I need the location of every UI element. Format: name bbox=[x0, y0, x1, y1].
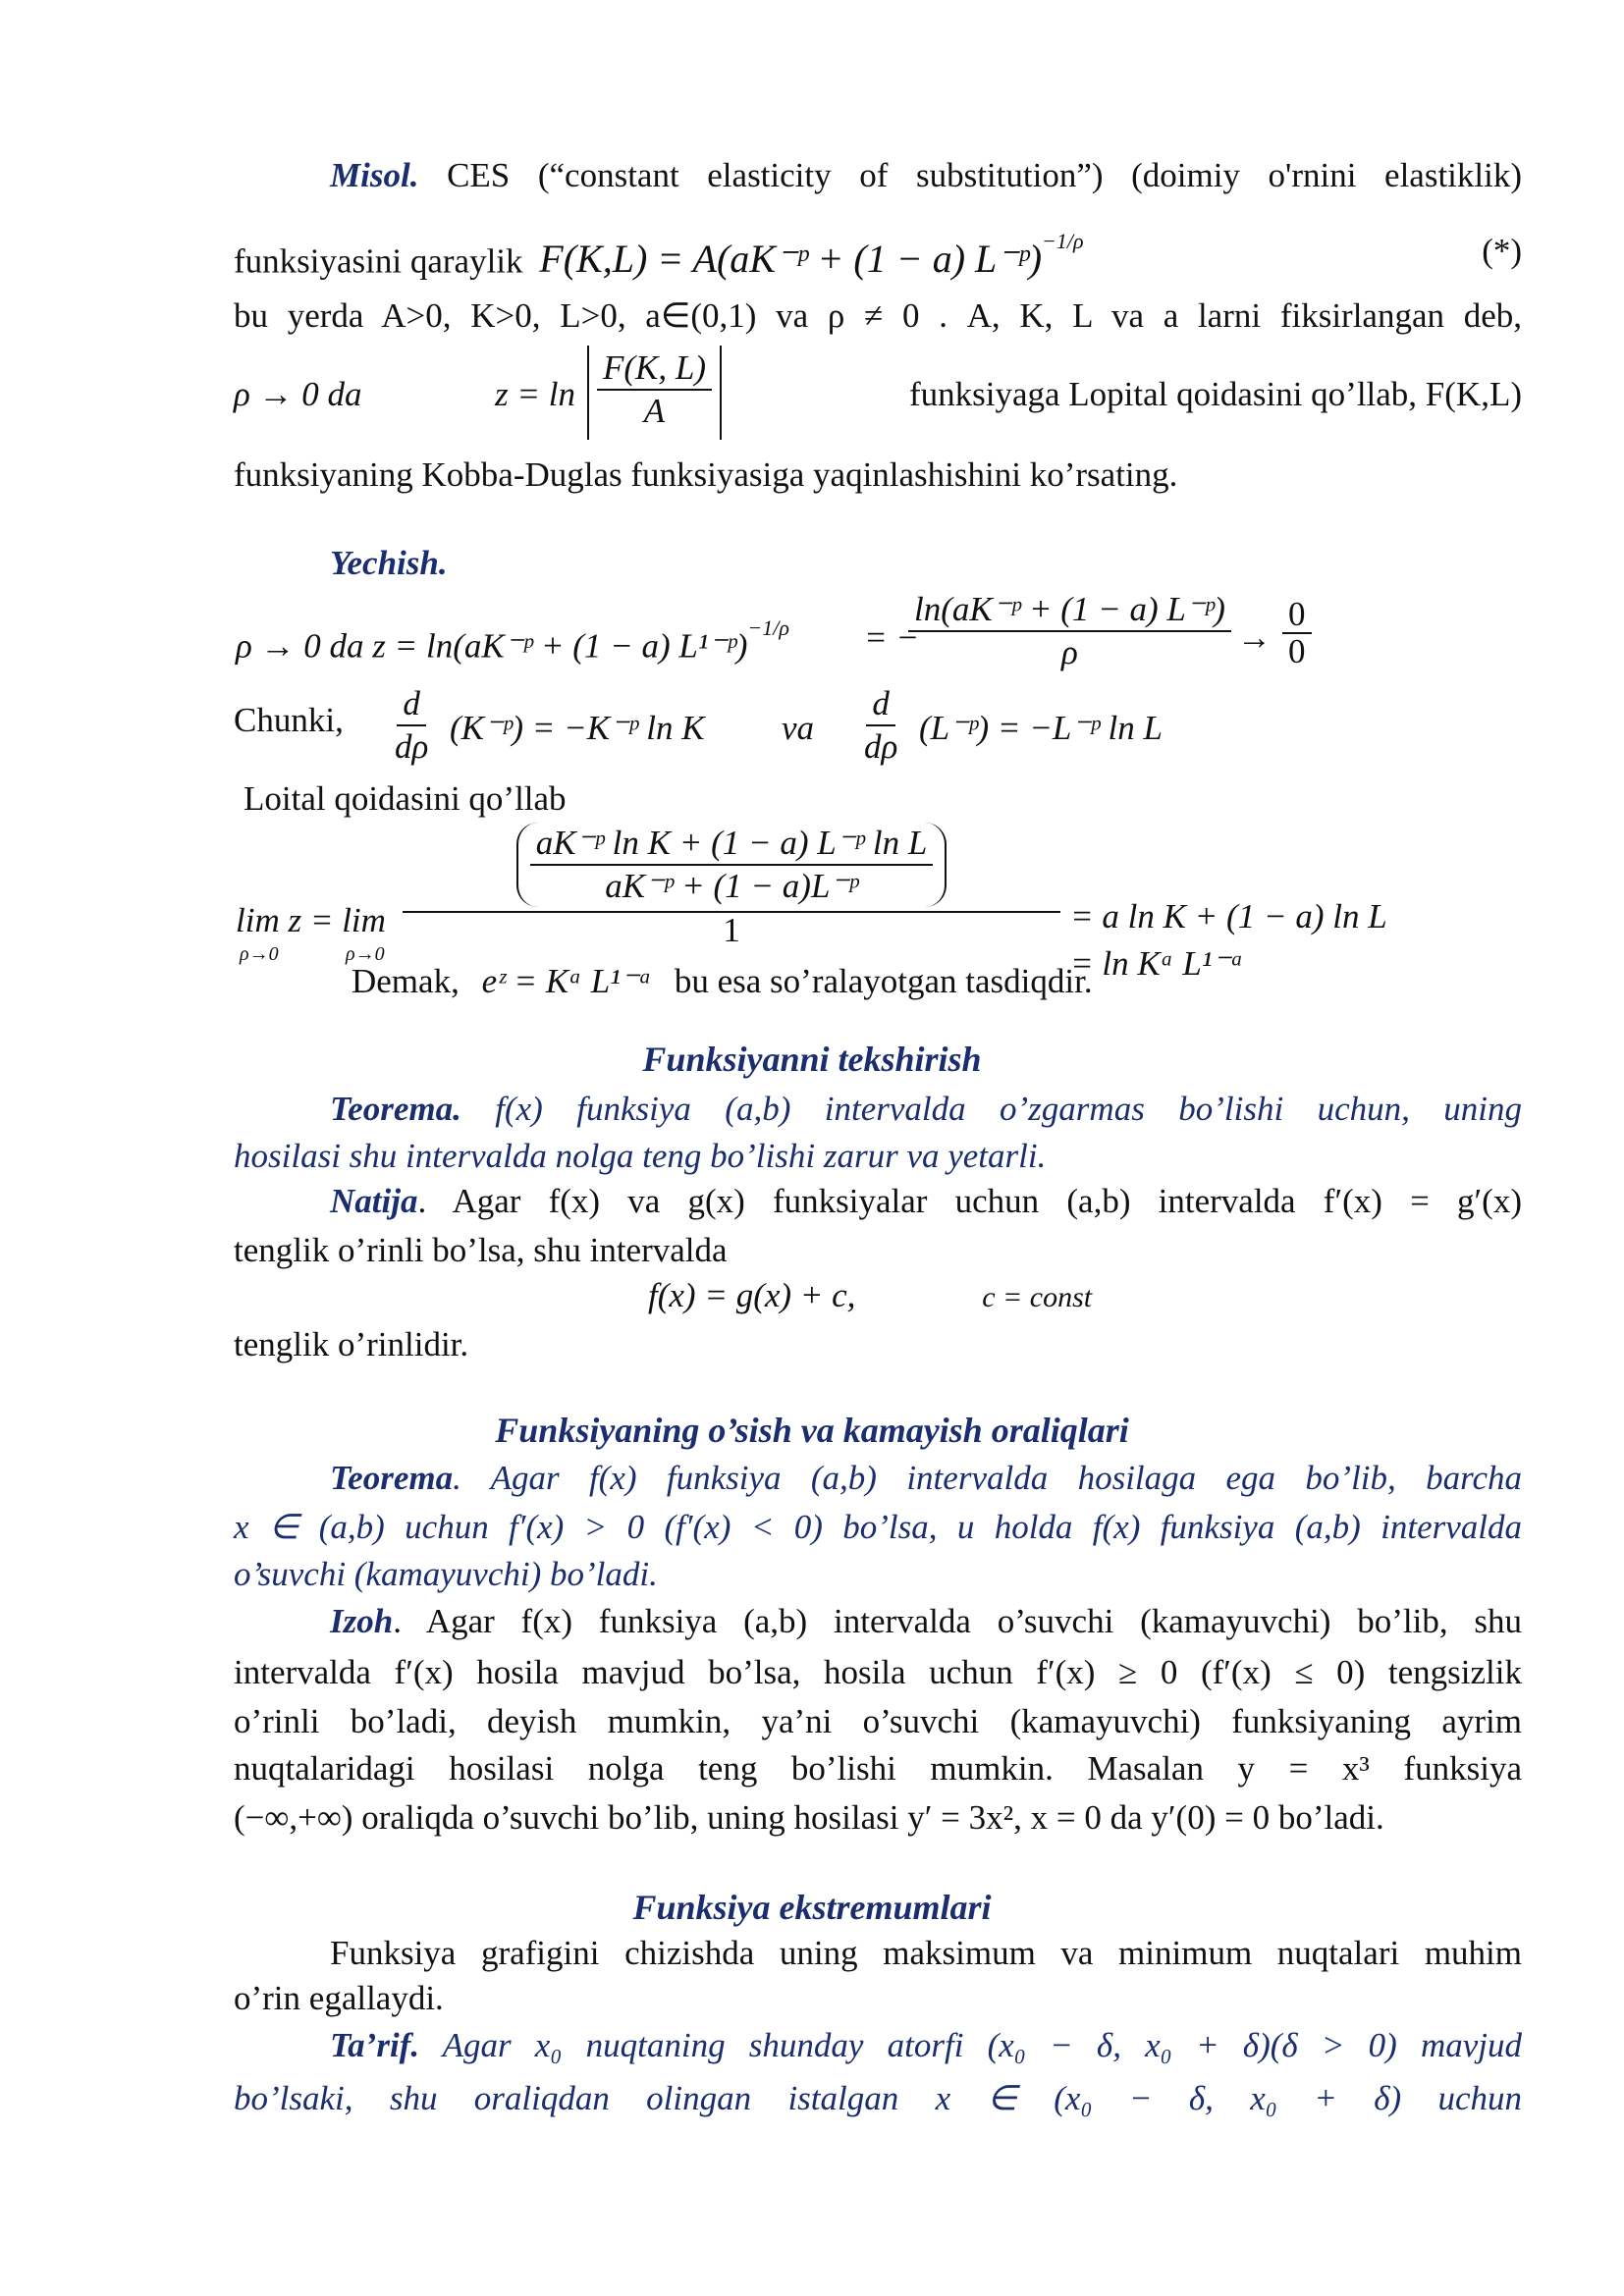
misol-line5-text: funksiyaning Kobba-Duglas funksiyasiga yaqinlashishini ko’rsating. bbox=[234, 455, 1178, 494]
s2-teorema-label: Teorema bbox=[330, 1459, 454, 1497]
izoh-line2 bbox=[234, 1649, 1522, 1696]
chunki-label: Chunki, bbox=[234, 701, 344, 739]
tarif-l2: bo’lsaki, shu oraliqdan olingan istalgan x ∈ (x₀ − δ, x₀ + δ) uchun bbox=[234, 2079, 1522, 2117]
misol-line5 bbox=[234, 452, 1177, 499]
natija-line2 bbox=[234, 1227, 728, 1274]
chunki-line bbox=[234, 683, 1216, 772]
lim-paren-box bbox=[516, 823, 947, 907]
s1-teorema-l1: f(x) funksiya (a,b) intervalda o’zgarmas bo’lishi uchun, uning bbox=[495, 1090, 1523, 1128]
eq1-equals: = − bbox=[864, 618, 919, 657]
misol-line3 bbox=[234, 293, 1522, 340]
lim-sub-1: ρ→0 bbox=[240, 943, 279, 965]
demak-text: bu esa so’ralayotgan tasdiqdir. bbox=[674, 962, 1093, 1000]
s2-teorema-line3 bbox=[234, 1551, 658, 1598]
izoh-line4 bbox=[234, 1745, 1522, 1792]
s2-teorema-line2 bbox=[234, 1504, 1522, 1551]
tarif-label: Ta’rif. bbox=[330, 2026, 420, 2064]
ces-formula-body: F(K,L) = A(aK⁻ᵖ + (1 − a) L⁻ᵖ) bbox=[539, 237, 1043, 282]
natija-line1 bbox=[330, 1178, 1522, 1225]
z-ln-label: z = ln bbox=[495, 375, 575, 413]
natija-l3: tenglik o’rinlidir. bbox=[234, 1325, 469, 1363]
natija-label: Natija bbox=[330, 1182, 418, 1220]
z-fraction-num: F(K, L) bbox=[597, 347, 712, 391]
natija-l2: tenglik o’rinli bo’lsa, shu intervalda bbox=[234, 1231, 728, 1269]
ces-formula-exponent: −1/ρ bbox=[1042, 229, 1084, 253]
eq1-zero-fraction bbox=[1282, 597, 1312, 669]
s3-para-line2 bbox=[234, 1975, 444, 2022]
misol-line3-text: bu yerda A>0, K>0, L>0, a∈(0,1) va ρ ≠ 0 . A, K, L va a larni fiksirlangan deb, bbox=[234, 296, 1522, 335]
eq1-exponent: −1/ρ bbox=[747, 615, 789, 640]
eq1-left bbox=[236, 614, 789, 670]
lim-inner-fraction bbox=[530, 823, 934, 907]
rho-to-zero: ρ → 0 da bbox=[234, 375, 362, 413]
lim-inner-num: aK⁻ᵖ ln K + (1 − a) L⁻ᵖ ln L bbox=[530, 823, 934, 866]
s1-teorema-line1 bbox=[330, 1086, 1522, 1133]
s3-p-l1: Funksiya grafigini chizishda uning maksimum va minimum nuqtalari muhim bbox=[330, 1934, 1522, 1972]
formula-star-tag: (*) bbox=[1482, 232, 1522, 270]
lim-sub-2: ρ→0 bbox=[346, 943, 385, 965]
loital-text: Loital qoidasini qo’llab bbox=[244, 779, 567, 818]
s2-teorema-l2: x ∈ (a,b) uchun f′(x) > 0 (f′(x) < 0) bo’lsa, u holda f(x) funksiya (a,b) intervalda bbox=[234, 1508, 1522, 1546]
d-num-1: d bbox=[397, 683, 426, 726]
izoh-l3: o’rinli bo’ladi, deyish mumkin, ya’ni o’suvchi (kamayuvchi) funksiyaning ayrim bbox=[234, 1702, 1522, 1740]
tarif-line1 bbox=[330, 2022, 1522, 2069]
heading-funksiyanni-tekshirish: Funksiyanni tekshirish bbox=[642, 1040, 982, 1079]
s2-teorema-l1: . Agar f(x) funksiya (a,b) intervalda hosilaga ega bo’lib, barcha bbox=[453, 1459, 1522, 1497]
d-den-1: dρ bbox=[395, 727, 429, 766]
s2-teorema-line1 bbox=[330, 1455, 1522, 1502]
yechish-heading bbox=[330, 540, 448, 587]
misol-line4 bbox=[234, 346, 1522, 444]
eq1-zero-den: 0 bbox=[1288, 632, 1306, 670]
lim-right: = a ln K + (1 − a) ln L = ln Kᵃ L¹⁻ᵃ bbox=[1070, 897, 1387, 983]
izoh-label: Izoh bbox=[330, 1602, 394, 1640]
tarif-line2 bbox=[234, 2075, 1522, 2122]
s1-teorema-l2: hosilasi shu intervalda nolga teng bo’lishi zarur va yetarli. bbox=[234, 1137, 1047, 1175]
izoh-l4: nuqtalaridagi hosilasi nolga teng bo’lishi mumkin. Masalan y = x³ funksiya bbox=[234, 1749, 1522, 1788]
misol-line2 bbox=[234, 228, 1522, 285]
natija-l1: . Agar f(x) va g(x) funksiyalar uchun (a,b) intervalda f′(x) = g′(x) bbox=[417, 1182, 1522, 1220]
demak-label: Demak, bbox=[352, 962, 460, 1000]
misol-line1 bbox=[330, 152, 1522, 199]
z-fraction bbox=[597, 347, 712, 432]
demak-equation: eᶻ = Kᵃ L¹⁻ᵃ bbox=[481, 962, 653, 1000]
s1-teorema-label: Teorema. bbox=[330, 1090, 461, 1128]
d-drho-2 bbox=[858, 683, 903, 768]
demak-line bbox=[352, 958, 1093, 1005]
misol-line4-right: funksiyaga Lopital qoidasini qo’llab, F(K,L) bbox=[908, 375, 1522, 413]
s3-p-l2: o’rin egallaydi. bbox=[234, 1979, 444, 2017]
ces-formula bbox=[539, 229, 1084, 282]
z-fraction-den: A bbox=[643, 392, 666, 430]
misol-line1-text: CES (“constant elasticity of substitution”) (doimiy o'rnini elastiklik) bbox=[447, 156, 1523, 194]
misol-label: Misol. bbox=[330, 156, 419, 194]
izoh-l1: . Agar f(x) funksiya (a,b) intervalda o’suvchi (kamayuvchi) bo’lib, shu bbox=[393, 1602, 1522, 1640]
bracket-fraction bbox=[587, 346, 722, 440]
misol-line2-text: funksiyasini qaraylik bbox=[234, 241, 523, 281]
natija-line3 bbox=[234, 1321, 468, 1368]
va-word: va bbox=[782, 709, 815, 747]
eq1-arrow: → bbox=[1237, 618, 1272, 657]
lim-outer-den: 1 bbox=[723, 911, 740, 949]
izoh-line3 bbox=[234, 1698, 1522, 1745]
lim-left-text: lim z = lim bbox=[236, 901, 386, 939]
izoh-l5: (−∞,+∞) oraliqda o’suvchi bo’lib, uning hosilasi y′ = 3x², x = 0 da y′(0) = 0 bo’ladi. bbox=[234, 1798, 1384, 1837]
loital-line bbox=[244, 775, 567, 823]
eq1-fraction-num: ln(aK⁻ᵖ + (1 − a) L⁻ᵖ) bbox=[908, 589, 1231, 632]
yechish-label: Yechish. bbox=[330, 544, 448, 582]
heading-ekstremumlar: Funksiya ekstremumlari bbox=[632, 1888, 992, 1927]
natija-formula-main: f(x) = g(x) + c, bbox=[648, 1276, 856, 1314]
eq1-zero-num: 0 bbox=[1282, 597, 1312, 634]
d-drho-1 bbox=[389, 683, 434, 768]
izoh-l2: intervalda f′(x) hosila mavjud bo’lsa, hosila uchun f′(x) ≥ 0 (f′(x) ≤ 0) tengsizlik bbox=[234, 1653, 1522, 1691]
lim-outer-fraction bbox=[403, 823, 1060, 948]
d-num-2: d bbox=[866, 683, 895, 726]
deriv-l: (L⁻ᵖ) = −L⁻ᵖ ln L bbox=[919, 709, 1163, 747]
eq1-left-text: ρ → 0 da z = ln(aK⁻ᵖ + (1 − a) L¹⁻ᵖ) bbox=[236, 626, 748, 666]
izoh-line1 bbox=[330, 1598, 1522, 1645]
s1-teorema-line2 bbox=[234, 1133, 1046, 1180]
deriv-k: (K⁻ᵖ) = −K⁻ᵖ ln K bbox=[450, 709, 705, 747]
lim-inner-den: aK⁻ᵖ + (1 − a)L⁻ᵖ bbox=[605, 867, 858, 905]
s3-para-line1 bbox=[330, 1930, 1522, 1977]
tarif-l1: Agar x₀ nuqtaning shunday atorfi (x₀ − δ, x₀ + δ)(δ > 0) mavjud bbox=[442, 2026, 1522, 2064]
eq1-fraction-den: ρ bbox=[1061, 633, 1078, 671]
d-den-2: dρ bbox=[864, 727, 898, 766]
yechish-eq1 bbox=[236, 589, 1335, 677]
heading-osish-kamayish: Funksiyaning o’sish va kamayish oraliqlari bbox=[495, 1411, 1129, 1450]
eq1-fraction bbox=[908, 589, 1231, 673]
izoh-line5 bbox=[234, 1794, 1384, 1842]
natija-formula bbox=[648, 1272, 1092, 1321]
s2-teorema-l3: o’suvchi (kamayuvchi) bo’ladi. bbox=[234, 1555, 658, 1593]
natija-formula-c: c = const bbox=[982, 1281, 1093, 1313]
